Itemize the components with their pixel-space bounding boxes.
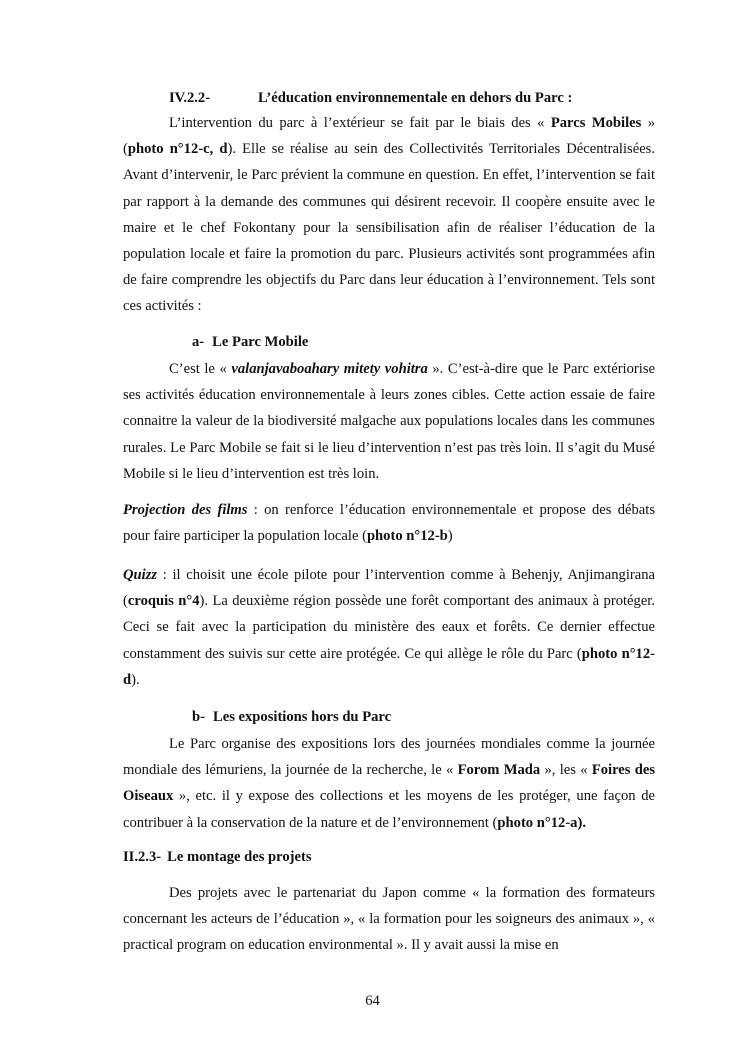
section-heading-2: II.2.3- Le montage des projets [123, 849, 312, 865]
page-number: 64 [365, 993, 380, 1009]
expositions-paragraph: Le Parc organise des expositions lors des journées mondiales comme la journée mondiale des lémuriens, la journée de la recherche, le « Forom Mada », les « Foires des Oiseaux », etc. il y expose des collections et les moyens de les protéger, une façon de contribuer à la conservation de la nature et de l’environnement (photo n°12-a). [123, 736, 656, 831]
projection-paragraph: Projection des films : on renforce l’éducation environnementale et propose des débats pour faire participer la population locale (photo n°12-b) [123, 502, 655, 545]
section-heading [169, 90, 573, 107]
quizz-paragraph: Quizz : il choisit une école pilote pour l’intervention comme à Behenjy, Anjimangirana (croquis n°4). La deuxième région possède une forêt comportant des animaux à protéger. Ceci se fait avec la participation du ministère des eaux et forêts. Ce dernier effectue constamment des suivis sur cette aire protégée. Ce qui allège le rôle du Parc (photo n°12-d). [123, 567, 656, 688]
subsection-heading-a: a- Le Parc Mobile [192, 334, 309, 350]
projets-paragraph: Des projets avec le partenariat du Japon comme « la formation des formateurs concernant les acteurs de l’éducation », « la formation pour les soigneurs des animaux », « practical program on education environmental ». Il y avait aussi la mise en [123, 885, 655, 954]
intro-paragraph: L’intervention du parc à l’extérieur se fait par le biais des « Parcs Mobiles » (photo n°12-c, d). Elle se réalise au sein des Collectivités Territoriales Décentralisées. Avant d’intervenir, le Parc prévient la commune en question. En effet, l’intervention se fait par rapport à la demande des communes qui désirent recevoir. Il coopère ensuite avec le maire et le chef Fokontany pour la sensibilisation afin de réaliser l’éducation de la population locale et faire la promotion du parc. Plusieurs activités sont programmées afin de faire comprendre les objectifs du Parc dans leur éducation à l’environnement. Tels sont ces activités : [123, 115, 655, 315]
section-number: IV.2.2- [169, 90, 211, 106]
parc-mobile-paragraph: C’est le « valanjavaboahary mitety vohitra ». C’est-à-dire que le Parc extériorise ses activités éducation environnementale à leurs zones cibles. Cette action essaie de faire connaitre la valeur de la biodiversité malgache aux populations locales dans les communes rurales. Le Parc Mobile se fait si le lieu d’intervention n’est pas très loin. Il s’agit du Musé Mobile si le lieu d’intervention est très loin. [123, 361, 655, 482]
section-title: L’éducation environnementale en dehors du Parc : [258, 90, 573, 106]
subsection-heading-b: b- Les expositions hors du Parc [192, 709, 392, 725]
